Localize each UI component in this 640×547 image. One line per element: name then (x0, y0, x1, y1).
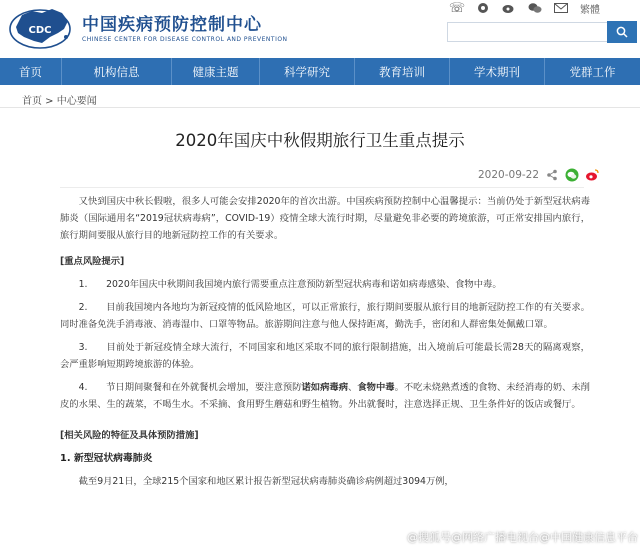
header-toolbar (448, 0, 600, 16)
location-icon[interactable] (474, 1, 492, 15)
list-item-text-rest: 。不吃未烧熟煮透的食物、未经消毒的奶、未削皮的水果、生的蔬菜，不喝生水。不采摘、食用野生蘑菇和野生植物。外出就餐时，注意选择正规、卫生条件好的饭店或餐厅。 (60, 382, 590, 410)
nav-item-journals[interactable]: 学术期刊 (450, 58, 545, 85)
section-risk-heading: [重点风险提示] (60, 256, 125, 267)
list-item-text: 2020年国庆中秋期间我国境内旅行需要重点注意预防新型冠状病毒和诺如病毒感染、食物中毒。 (106, 279, 502, 290)
article-body (60, 193, 590, 490)
weibo-icon[interactable] (500, 1, 518, 15)
phone-icon[interactable]: ☏ (448, 0, 466, 16)
watermark: @搜狐号@网络广播电视台@中国健康信息平台 (407, 531, 638, 544)
nav-item-home[interactable]: 首页 (0, 58, 62, 85)
search-input[interactable] (447, 22, 609, 42)
nav-item-organization[interactable]: 机构信息 (62, 58, 172, 85)
breadcrumb-divider (0, 107, 640, 108)
meta-divider (60, 187, 584, 188)
wechat-icon[interactable] (526, 1, 544, 15)
list-item-number: 2. (78, 302, 88, 313)
breadcrumb (22, 92, 97, 107)
org-name-en: CHINESE CENTER FOR DISEASE CONTROL AND PREVENTION (82, 36, 288, 43)
traditional-chinese-link[interactable]: 繁體 (580, 4, 600, 16)
list-item-text: 节日期间聚餐和在外就餐机会增加，要注意预防 (106, 382, 302, 393)
main-nav (0, 58, 640, 85)
section-measures-heading: [相关风险的特征及具体预防措施] (60, 430, 199, 441)
breadcrumb-home[interactable]: 首页 (22, 96, 42, 107)
subsection-covid-heading: 1. 新型冠状病毒肺炎 (60, 453, 153, 464)
breadcrumb-separator: > (42, 96, 57, 107)
logo-text: CDC (28, 25, 52, 36)
highlight-norovirus: 诺如病毒病 (301, 382, 349, 393)
search-icon (616, 26, 628, 38)
site-header (0, 0, 640, 58)
nav-item-research[interactable]: 科学研究 (260, 58, 355, 85)
article-meta (478, 168, 599, 182)
weibo-share-icon[interactable] (585, 168, 599, 182)
list-item-number: 1. (78, 279, 88, 290)
list-item-separator: 、 (348, 382, 358, 393)
list-item (60, 379, 590, 413)
list-item-number: 3. (78, 342, 88, 353)
list-item-text: 目前处于新冠疫情全球大流行，不同国家和地区采取不同的旅行限制措施，出入境前后可能最长需28天的隔离观察，会严重影响短期跨境旅游的体验。 (60, 342, 590, 370)
list-item-number: 4. (78, 382, 88, 393)
list-item-text: 目前我国境内各地均为新冠疫情的低风险地区，可以正常旅行，旅行期间要服从旅行目的地新冠防控工作的有关要求。同时准备免洗手消毒液、消毒湿巾、口罩等物品。旅游期间注意与他人保持距离，勤洗手，密闭和人群密集处佩戴口罩。 (60, 302, 590, 330)
list-item (60, 339, 590, 373)
breadcrumb-current[interactable]: 中心要闻 (56, 96, 97, 107)
list-item (60, 276, 590, 293)
article-date: 2020-09-22 (478, 169, 540, 181)
search-button[interactable] (607, 21, 637, 43)
highlight-food-poisoning: 食物中毒 (357, 382, 395, 393)
share-icon[interactable] (545, 168, 559, 182)
nav-item-party-work[interactable]: 党群工作 (569, 64, 616, 79)
org-name-cn: 中国疾病预防控制中心 (82, 15, 262, 35)
article-title: 2020年国庆中秋假期旅行卫生重点提示 (175, 131, 465, 150)
list-item (60, 299, 590, 333)
mail-icon[interactable] (552, 1, 570, 15)
nav-item-health-topics[interactable]: 健康主题 (172, 58, 260, 85)
intro-paragraph: 又快到国庆中秋长假啦，很多人可能会安排2020年的首次出游。中国疾病预防控制中心温馨提示：当前仍处于新型冠状病毒肺炎（国际通用名“2019冠状病毒病”，COVID-19）疫情全球大流行时期，尽量避免非必要的跨境旅游，可正常安排国内旅行，旅行期间要服从旅行目的地新冠防控工作的有关要求。 (60, 196, 590, 241)
cdc-logo-icon[interactable] (6, 3, 78, 51)
wechat-share-icon[interactable] (565, 168, 579, 182)
covid-paragraph: 截至9月21日，全球215个国家和地区累计报告新型冠状病毒肺炎确诊病例超过3094万例， (78, 476, 454, 487)
nav-item-education[interactable]: 教育培训 (355, 58, 450, 85)
